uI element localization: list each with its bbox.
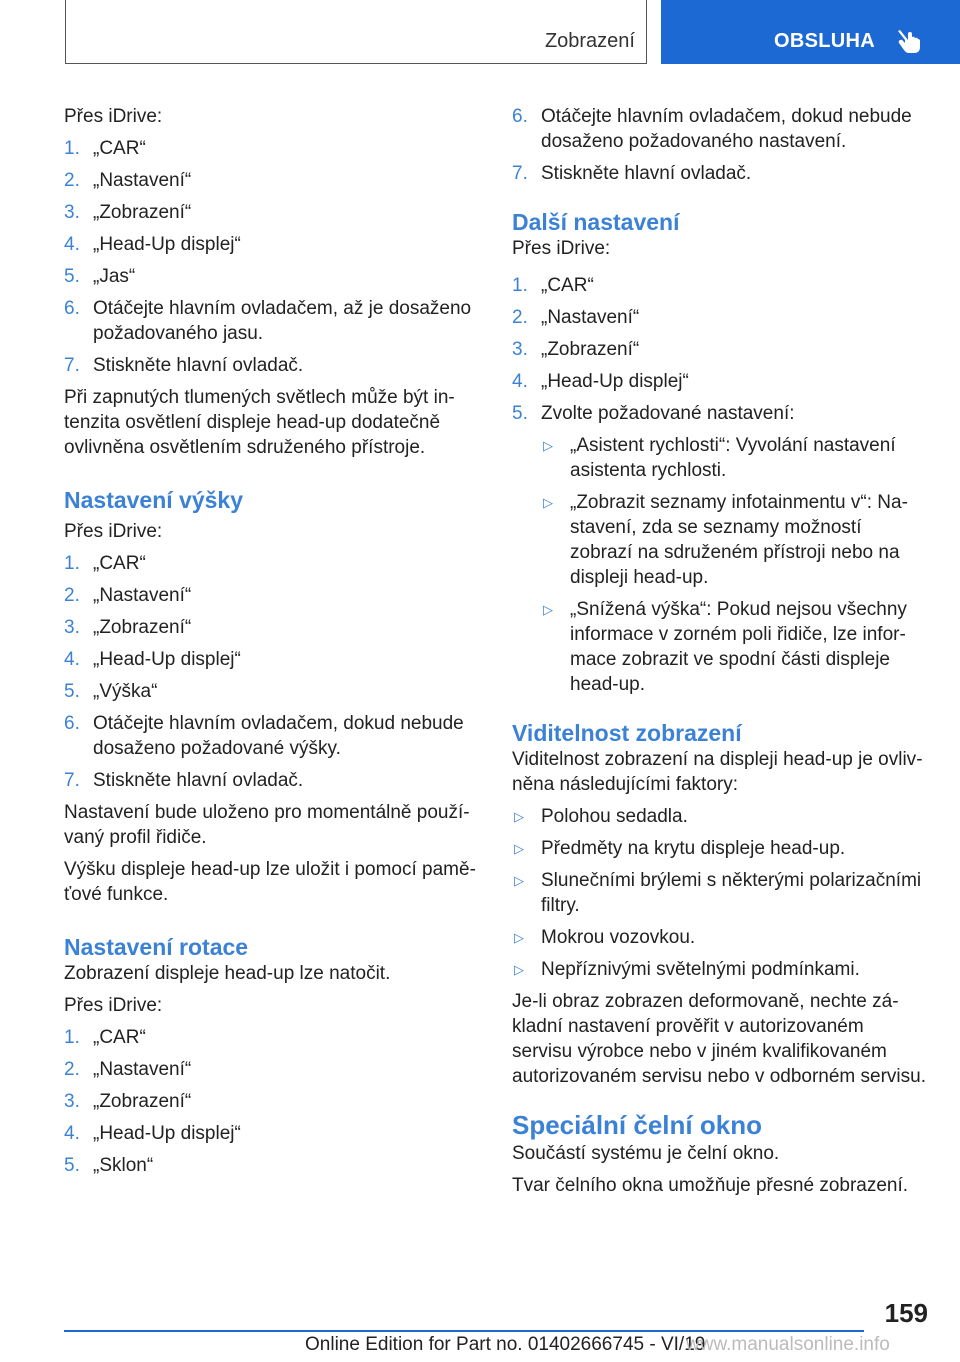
list-item: 5. Zvolte požadované nastavení: ▷ „Asistent rychlosti“: Vyvolání nastavení asistenta rychlosti. ▷ „Zobrazit seznamy infotainmentu v“: Nastavení, zda se seznamy možností zobrazí na sdruženém přístroji nebo na displeji head-up. ▷ „Snížená výška“: Pokud nejsou všechny informace v zorném poli řidiče, lze informace zobrazit ve spodní části displeje head-up. [512,401,928,697]
list-item: 5. „Výška“ [64,681,158,702]
list-item: 7. Stiskněte hlavní ovladač. [64,770,304,791]
note-text: Při zapnutých tlumených světlech může být intenzita osvětlení displeje head-up dodatečně ovlivněna osvětlením sdruženého přístroje. [64,387,455,458]
steps-list-height [64,551,480,793]
section-heading: Viditelnost zobrazení [512,720,742,746]
steps-list-brightness [64,136,480,378]
list-item: ▷ Předměty na krytu displeje head-up. [514,838,846,859]
sub-option-list [541,433,928,697]
chapter-tab[interactable] [661,0,960,64]
list-item: 1. „CAR“ [64,138,146,159]
list-item: 3. „Zobrazení“ [64,202,192,223]
section-heading: Nastavení výšky [64,487,244,513]
list-item: 6. Otáčejte hlavním ovladačem, až je dosaženo požadovaného jasu. [64,298,472,344]
list-item: 1. „CAR“ [64,1027,146,1048]
chapter-tab-label: OBSLUHA [774,30,875,52]
list-item: 7. Stiskněte hlavní ovladač. [512,163,752,184]
note-text: Nastavení bude uloženo pro momentálně používaný profil řidiče. [64,802,470,848]
section-heading: Další nastavení [512,209,680,235]
triangle-bullet-icon: ▷ [543,495,553,510]
triangle-bullet-icon: ▷ [514,809,524,824]
steps-list-other [512,273,928,697]
right-column [512,104,928,1205]
list-item: 3. „Zobrazení“ [64,1091,192,1112]
triangle-bullet-icon: ▷ [543,602,553,617]
list-item: 1. „CAR“ [64,553,146,574]
body-text: Tvar čelního okna umožňuje přesné zobrazení. [512,1175,909,1196]
list-item: 2. „Nastavení“ [64,170,192,191]
section-heading: Nastavení rotace [64,934,249,960]
list-item: 3. „Zobrazení“ [64,617,192,638]
section-windshield [512,1109,928,1198]
page-number: 159 [884,1298,928,1328]
intro-text: Přes iDrive: [512,238,611,259]
section-heading: Speciální čelní okno [512,1110,762,1140]
steps-list-continued [512,104,928,186]
list-item: ▷ Polohou sedadla. [514,806,688,827]
triangle-bullet-icon: ▷ [514,841,524,856]
factors-list [512,804,928,982]
triangle-bullet-icon: ▷ [514,930,524,945]
list-item: 4. „Head-Up displej“ [512,371,689,392]
list-item: 6. Otáčejte hlavním ovladačem, dokud nebude dosaženo požadovaného nastavení. [512,106,912,152]
left-column [64,104,480,1185]
triangle-bullet-icon: ▷ [514,962,524,977]
intro-text: Přes iDrive: [64,995,163,1016]
sub-list-item: ▷ „Snížená výška“: Pokud nejsou všechny informace v zorném poli řidiče, lze informace zobrazit ve spodní části displeje head-up. [543,599,907,695]
list-item: ▷ Mokrou vozovkou. [514,927,696,948]
list-item: 3. „Zobrazení“ [512,339,640,360]
section-title: Zobrazení [544,30,635,52]
note-text: Výšku displeje head-up lze uložit i pomocí paměťové funkce. [64,859,476,905]
triangle-bullet-icon: ▷ [514,873,524,888]
steps-list-rotation [64,1025,480,1178]
list-item: 5. „Jas“ [64,266,136,287]
list-item: 5. „Sklon“ [64,1155,154,1176]
list-item: 6. Otáčejte hlavním ovladačem, dokud nebude dosaženo požadované výšky. [64,713,464,759]
list-item: 1. „CAR“ [512,275,594,296]
list-item: ▷ Slunečními brýlemi s některými polarizačními filtry. [514,870,922,916]
edition-text: Online Edition for Part no. 01402666745 - VI/19 [305,1334,706,1355]
list-item: 2. „Nastavení“ [512,307,640,328]
list-item: 2. „Nastavení“ [64,1059,192,1080]
sub-list-item: ▷ „Zobrazit seznamy infotainmentu v“: Nastavení, zda se seznamy možností zobrazí na sdruženém přístroji nebo na displeji head-up. [543,492,908,588]
list-item: 4. „Head-Up displej“ [64,1123,241,1144]
list-item: ▷ Nepříznivými světelnými podmínkami. [514,959,860,980]
note-text: Je-li obraz zobrazen deformovaně, nechte základní nastavení prověřit v autorizovaném servisu výrobce nebo v jiném kvalifikovaném autorizovaném servisu nebo v odborném servisu. [512,991,926,1087]
watermark[interactable]: www.manualsonline.info [686,1334,890,1355]
footer-divider [64,1330,864,1332]
section-rotation [64,933,480,1178]
description-text: Viditelnost zobrazení na displeji head-up je ovlivněna následujícími faktory: [512,749,923,795]
pointing-hand-icon [897,28,921,54]
list-item: 4. „Head-Up displej“ [64,649,241,670]
body-text: Součástí systému je čelní okno. [512,1143,780,1164]
section-visibility [512,719,928,1089]
triangle-bullet-icon: ▷ [543,438,553,453]
sub-list-item: ▷ „Asistent rychlosti“: Vyvolání nastavení asistenta rychlosti. [543,435,896,481]
list-item: 4. „Head-Up displej“ [64,234,241,255]
list-item: 7. Stiskněte hlavní ovladač. [64,355,304,376]
section-height [64,486,480,907]
list-item: 2. „Nastavení“ [64,585,192,606]
section-other-settings [512,208,928,697]
intro-text: Přes iDrive: [64,106,163,127]
description-text: Zobrazení displeje head-up lze natočit. [64,963,391,984]
intro-text: Přes iDrive: [64,521,163,542]
